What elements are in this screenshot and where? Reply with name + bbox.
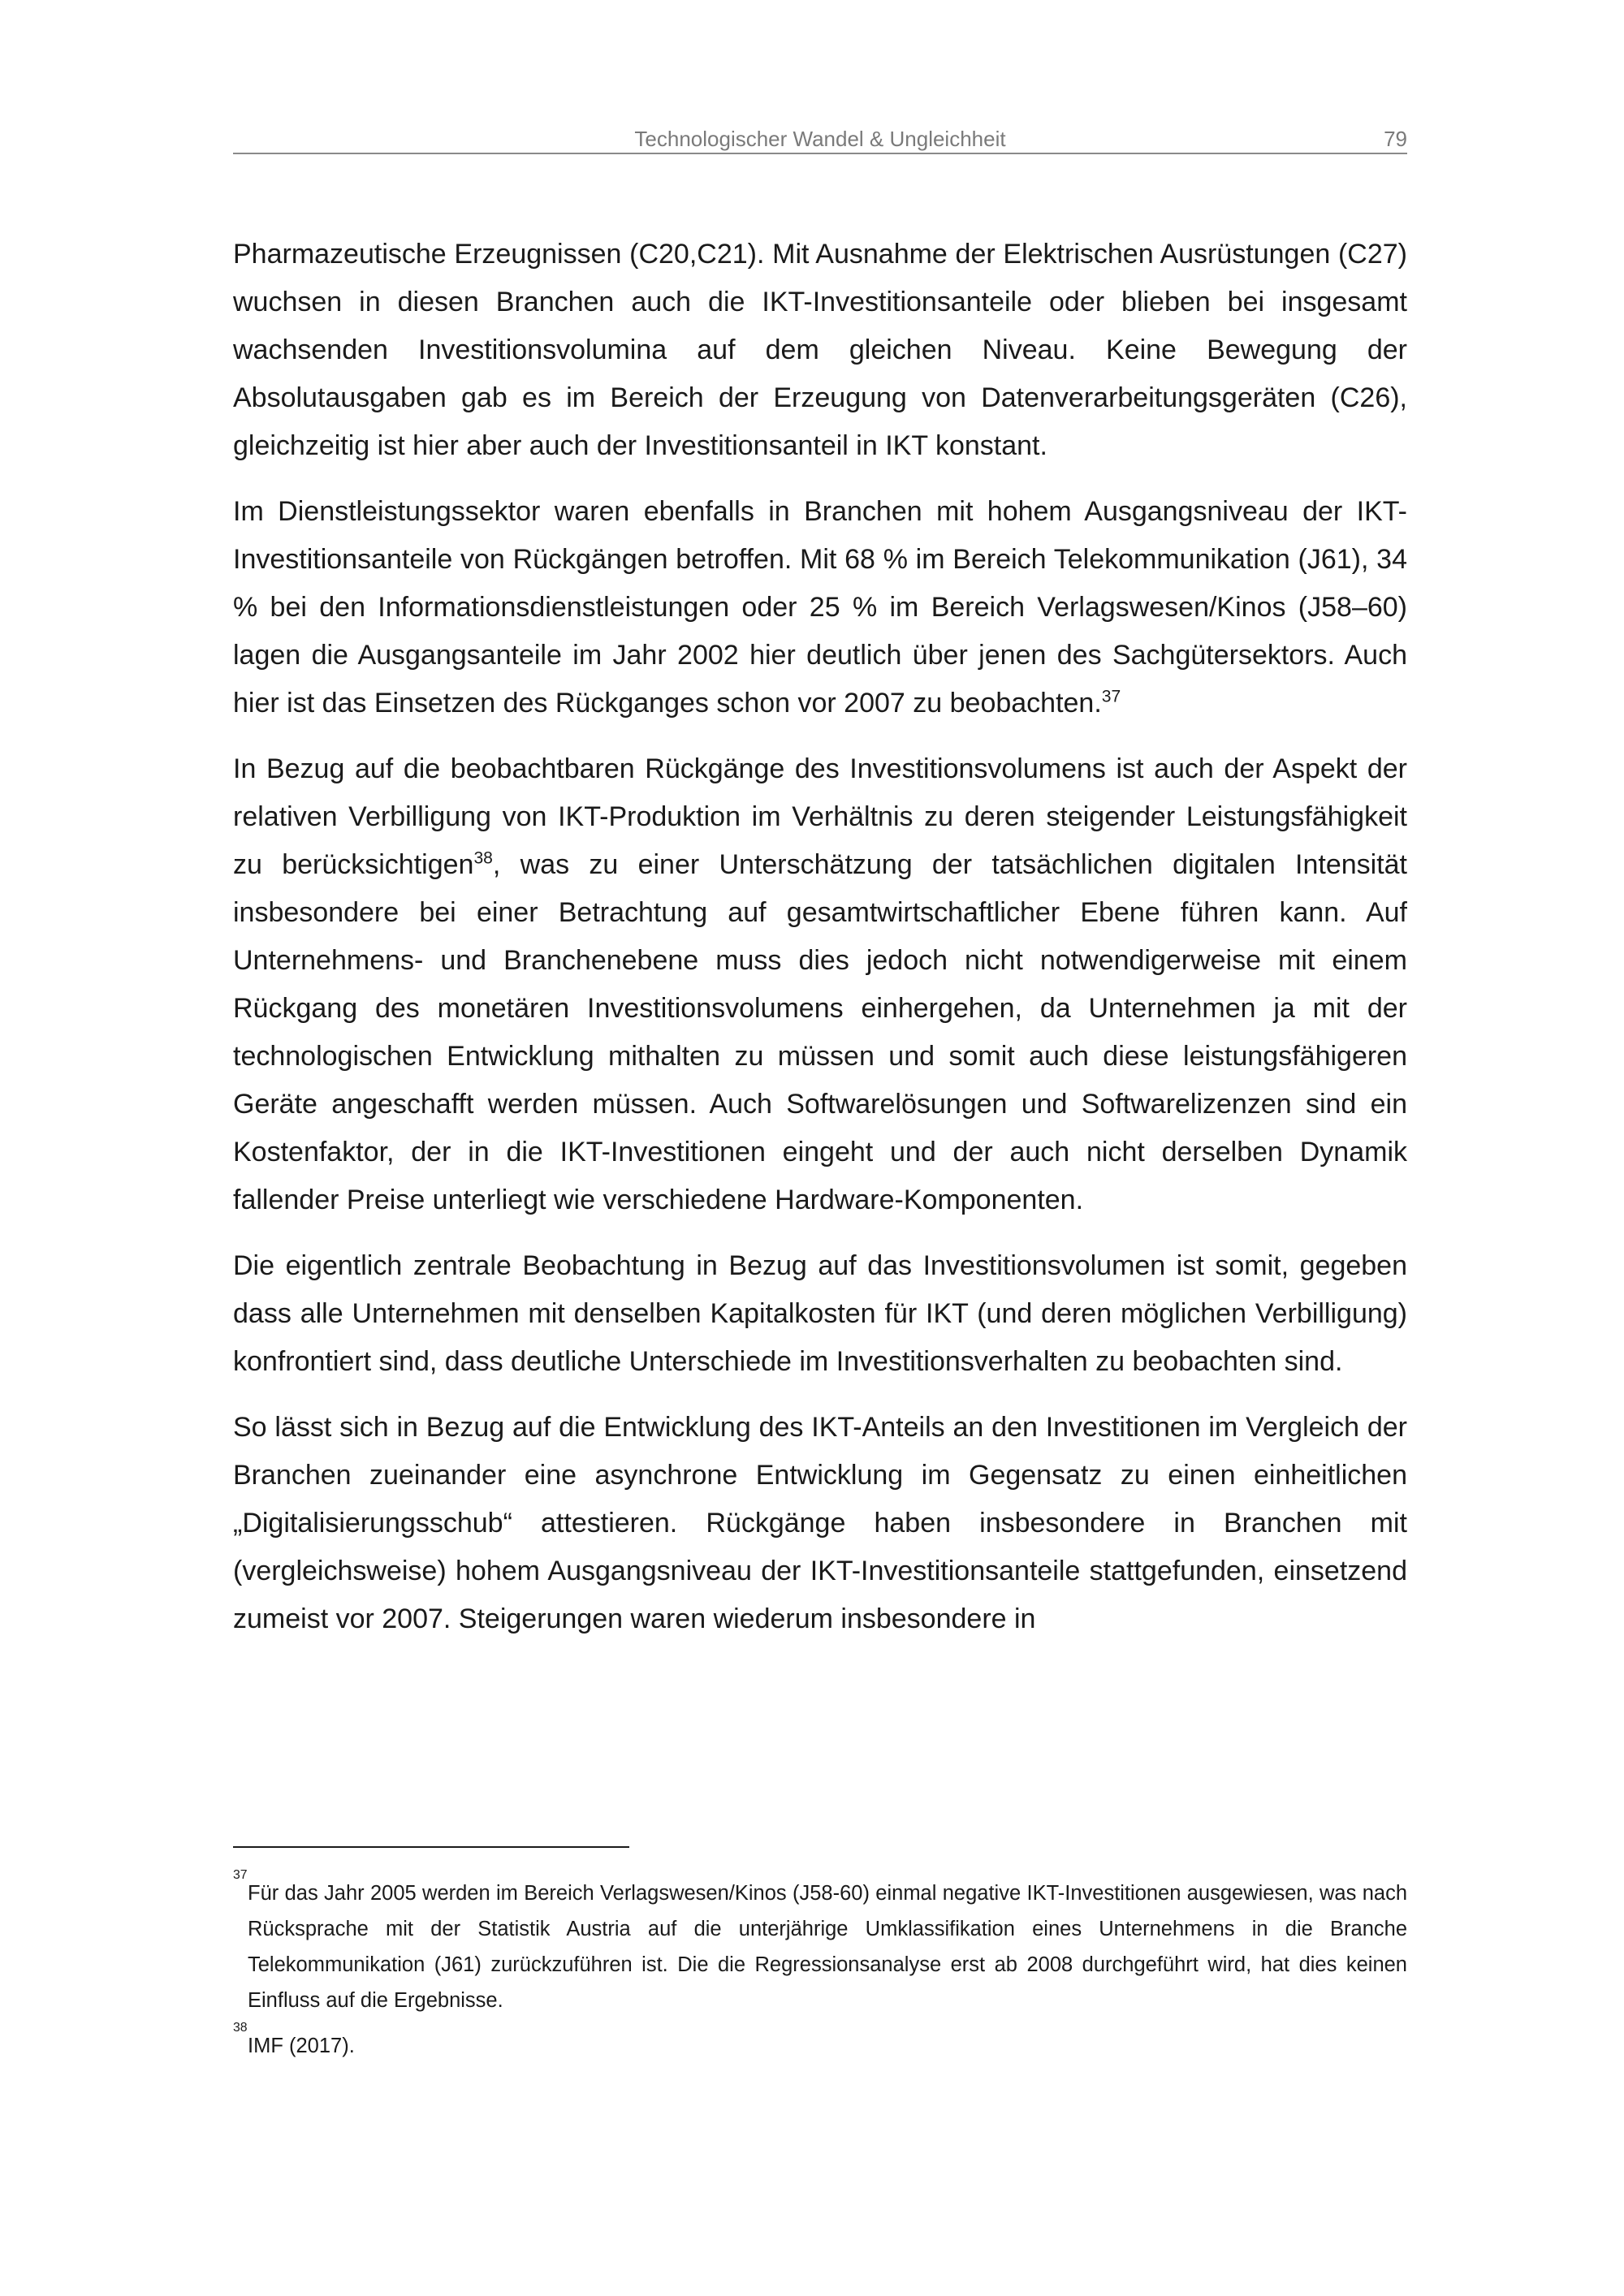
- paragraph-1: Pharmazeutische Erzeugnissen (C20,C21). Mit Ausnahme der Elektrischen Ausrüstungen (C27) wuchsen in diesen Branchen auch die IKT-Investitionsanteile oder blieben bei insgesamt wachsenden Investitionsvolumina auf dem gleichen Niveau. Keine Bewegung der Absolutausgaben gab es im Bereich der Erzeugung von Datenverarbeitungsgeräten (C26), gleichzeitig ist hier aber auch der Investitionsanteil in IKT konstant.: [233, 239, 1407, 461]
- footnotes: [233, 1868, 1407, 2074]
- paragraph-3-text-a: In Bezug auf die beobachtbaren Rückgänge des Investitionsvolumens ist auch der Aspekt der relativen Verbilligung von IKT-Produktion im Verhältnis zu deren steigender Leistungsfähigkeit zu berücksichtigen: [233, 753, 1407, 880]
- paragraph-2: [233, 488, 1407, 727]
- paragraph-5: So lässt sich in Bezug auf die Entwicklung des IKT-Anteils an den Investitionen im Vergleich der Branchen zueinander eine asynchrone Entwicklung im Gegensatz zu einen einheitlichen „Digitalisierungsschub“ attestieren. Rückgänge haben insbesondere in Branchen mit (vergleichsweise) hohem Ausgangsniveau der IKT-Investitionsanteile stattgefunden, einsetzend zumeist vor 2007. Steigerungen waren wiederum insbesondere in: [233, 1412, 1407, 1634]
- running-title: Technologischer Wandel & Ungleichheit: [634, 127, 1006, 151]
- page-number: 79: [1384, 127, 1407, 151]
- body-text: [233, 231, 1407, 1661]
- paragraph-2-text: Im Dienstleistungssektor waren ebenfalls in Branchen mit hohem Ausgangsniveau der IKT-Investitionsanteile von Rückgängen betroffen. Mit 68 % im Bereich Telekommunikation (J61), 34 % bei den Informationsdienstleistungen oder 25 % im Bereich Verlagswesen/Kinos (J58–60) lagen die Ausgangsanteile im Jahr 2002 hier deutlich über jenen des Sachgütersektors. Auch hier ist das Einsetzen des Rückganges schon vor 2007 zu beobachten.: [233, 496, 1407, 719]
- footnote-ref-37[interactable]: 37: [1101, 687, 1121, 706]
- footnote-38: 38 IMF (2017).: [233, 2021, 355, 2057]
- footnote-text: Für das Jahr 2005 werden im Bereich Verlagswesen/Kinos (J58-60) einmal negative IKT-Investitionen ausgewiesen, was nach Rücksprache mit der Statistik Austria auf die unterjährige Umklassifikation eines Unternehmens in die Branche Telekommunikation (J61) zurückzuführen ist. Die die Regressionsanalyse erst ab 2008 durchgeführt wird, hat dies keinen Einfluss auf die Ergebnisse.: [248, 1882, 1407, 2012]
- footnote-37: 37 Für das Jahr 2005 werden im Bereich Verlagswesen/Kinos (J58-60) einmal negative IKT-Investitionen ausgewiesen, was nach Rücksprache mit der Statistik Austria auf die unterjährige Umklassifikation eines Unternehmens in die Branche Telekommunikation (J61) zurückzuführen ist. Die die Regressionsanalyse erst ab 2008 durchgeführt wird, hat dies keinen Einfluss auf die Ergebnisse.: [233, 1868, 1407, 2012]
- page-header: [233, 125, 1407, 154]
- paragraph-4: Die eigentlich zentrale Beobachtung in Bezug auf das Investitionsvolumen ist somit, gegeben dass alle Unternehmen mit denselben Kapitalkosten für IKT (und deren möglichen Verbilligung) konfrontiert sind, dass deutliche Unterschiede im Investitionsverhalten zu beobachten sind.: [233, 1250, 1407, 1377]
- paragraph-3: [233, 745, 1407, 1224]
- footnote-ref-38[interactable]: 38: [473, 848, 493, 868]
- paragraph-3-text-b: , was zu einer Unterschätzung der tatsächlichen digitalen Intensität insbesondere bei einer Betrachtung auf gesamtwirtschaftlicher Ebene führen kann. Auf Unternehmens- und Branchenebene muss dies jedoch nicht notwendigerweise mit einem Rückgang des monetären Investitionsvolumens einhergehen, da Unternehmen ja mit der technologischen Entwicklung mithalten zu müssen und somit auch diese leistungsfähigeren Geräte angeschafft werden müssen. Auch Softwarelösungen und Softwarelizenzen sind ein Kostenfaktor, der in die IKT-Investitionen eingeht und der auch nicht derselben Dynamik fallender Preise unterliegt wie verschiedene Hardware-Komponenten.: [233, 849, 1407, 1215]
- footnote-text: IMF (2017).: [248, 2035, 355, 2057]
- footnote-separator: [233, 1846, 629, 1848]
